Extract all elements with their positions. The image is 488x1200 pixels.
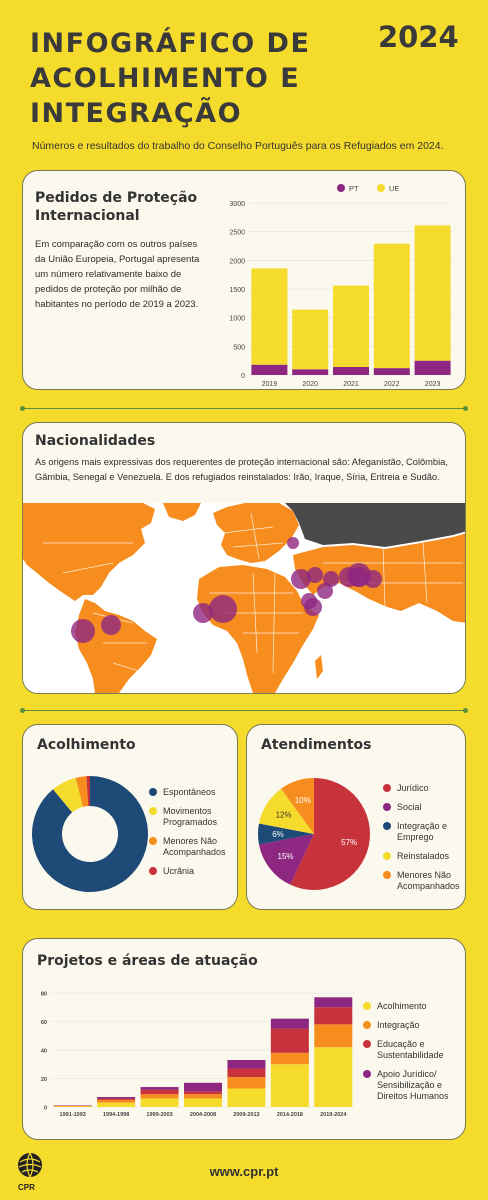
- x-tick-label: 2023: [424, 381, 441, 387]
- data-label: 6%: [272, 830, 284, 839]
- projetos-title: Projetos e áreas de atuação: [37, 953, 258, 969]
- projetos-card: [22, 938, 466, 1140]
- legend-swatch: [377, 184, 385, 192]
- x-tick-label: 2019-2024: [320, 1112, 347, 1118]
- divider-1: [22, 408, 466, 409]
- y-tick-label: 1500: [229, 287, 245, 294]
- legend-label: PT: [349, 184, 359, 193]
- legend-item: [149, 787, 239, 798]
- legend-label: Integração: [377, 1020, 420, 1030]
- y-tick-label: 60: [40, 1020, 47, 1026]
- x-tick-label: 1994-1998: [102, 1112, 130, 1118]
- bar-segment-1994-1998: [97, 1097, 135, 1098]
- nationality-marker: [323, 571, 339, 587]
- bar-pt-2023: [415, 361, 451, 375]
- y-tick-label: 1000: [229, 315, 245, 323]
- legend-label: Integração e Emprego: [397, 821, 448, 842]
- legend-item: [149, 866, 239, 877]
- atendimentos-title: Atendimentos: [261, 737, 372, 753]
- legend-swatch: [383, 784, 391, 792]
- y-tick-label: 3000: [229, 201, 245, 208]
- legend-label: Reinstalados: [397, 851, 450, 861]
- y-tick-label: 0: [43, 1105, 47, 1112]
- pedidos-title: Pedidos de Proteção Internacional: [35, 190, 198, 224]
- bar-segment-1999-2003: [141, 1090, 179, 1094]
- legend-label: Social: [397, 802, 422, 812]
- bar-pt-2019: [251, 365, 287, 375]
- legend-item: [383, 821, 467, 843]
- y-tick-label: 2500: [229, 229, 245, 237]
- legend-item: [383, 802, 467, 813]
- legend-item: [383, 870, 467, 892]
- nationality-marker: [287, 537, 299, 549]
- data-label: 10%: [294, 795, 311, 805]
- legend-item: [363, 1039, 459, 1061]
- legend-label: Menores Não Acompanhados: [397, 870, 460, 891]
- bar-segment-2019-2024: [314, 997, 352, 1007]
- legend-swatch: [149, 807, 157, 815]
- bar-segment-1994-1998: [97, 1103, 135, 1107]
- legend-label: Menores Não Acompanhados: [163, 836, 226, 857]
- cpr-logo-text: CPR: [18, 1183, 35, 1192]
- bar-segment-1994-1998: [97, 1098, 135, 1099]
- subtitle: Números e resultados do trabalho do Conselho Português para os Refugiados em 2024.: [32, 140, 444, 152]
- y-tick-label: 40: [40, 1048, 47, 1055]
- acolhimento-donut: [29, 773, 151, 895]
- bar-pt-2020: [292, 369, 328, 375]
- divider-2: [22, 710, 466, 711]
- bar-segment-2009-2013: [227, 1077, 265, 1088]
- x-tick-label: 1999-2003: [146, 1112, 173, 1118]
- legend-item: [363, 1020, 459, 1031]
- acolhimento-legend: [149, 787, 239, 885]
- legend-swatch: [363, 1040, 371, 1048]
- bar-ue-2022: [374, 244, 410, 368]
- x-tick-label: 1991-1993: [59, 1112, 86, 1118]
- x-tick-label: 2004-2008: [189, 1112, 217, 1118]
- year-label: 2024: [378, 20, 459, 54]
- x-tick-label: 2021: [343, 381, 359, 387]
- bar-pt-2022: [374, 368, 410, 375]
- legend-swatch: [383, 871, 391, 879]
- bar-segment-2019-2024: [314, 1024, 352, 1047]
- legend-item: [363, 1069, 459, 1102]
- legend-swatch: [363, 1070, 371, 1078]
- bar-segment-2014-2018: [271, 1019, 309, 1029]
- legend-label: Movimentos Programados: [163, 806, 218, 827]
- nationality-marker: [101, 615, 121, 635]
- nationality-marker: [307, 567, 323, 583]
- bar-segment-2004-2008: [184, 1091, 222, 1094]
- nacionalidades-text: As origens mais expressivas dos requerentes de proteção internacional são: Afeganistão, Colômbia, Gâmbia, Senegal e Venezuela. E dos refugiados reinstalados: Irão, Iraque, Síria, Eritreia e Sudão.: [35, 457, 448, 482]
- x-tick-label: 2019: [261, 381, 278, 387]
- x-tick-label: 2020: [302, 381, 318, 387]
- bar-ue-2023: [415, 225, 451, 360]
- bar-segment-1999-2003: [141, 1098, 179, 1107]
- data-label: 57%: [341, 837, 358, 847]
- bar-segment-2014-2018: [271, 1053, 309, 1064]
- bar-ue-2020: [292, 310, 328, 370]
- bar-ue-2019: [251, 268, 287, 364]
- nationality-marker: [304, 598, 322, 616]
- acolhimento-title: Acolhimento: [37, 737, 136, 753]
- bar-segment-2004-2008: [184, 1094, 222, 1098]
- atendimentos-pie: [253, 773, 375, 895]
- bar-segment-2004-2008: [184, 1083, 222, 1092]
- bar-segment-1991-1993: [54, 1106, 92, 1107]
- footer-url[interactable]: www.cpr.pt: [209, 1164, 279, 1179]
- y-tick-label: 20: [40, 1077, 47, 1083]
- bar-segment-2009-2013: [227, 1060, 265, 1069]
- world-map: [23, 503, 466, 693]
- legend-swatch: [149, 788, 157, 796]
- projetos-chart: [29, 983, 359, 1123]
- legend-swatch: [383, 803, 391, 811]
- bar-segment-2004-2008: [184, 1098, 222, 1107]
- pedidos-card: [22, 170, 466, 390]
- nationality-marker: [347, 563, 371, 587]
- legend-item: [363, 1001, 459, 1012]
- legend-swatch: [337, 184, 345, 192]
- legend-swatch: [363, 1021, 371, 1029]
- nationality-marker: [71, 619, 95, 643]
- legend-label: Espontâneos: [163, 787, 216, 797]
- bar-segment-1994-1998: [97, 1100, 135, 1103]
- data-label: 15%: [277, 852, 294, 862]
- atendimentos-legend: [383, 783, 467, 900]
- legend-item: [149, 806, 239, 828]
- nacionalidades-card: [22, 422, 466, 694]
- legend-label: Educação e Sustentabilidade: [377, 1039, 444, 1060]
- y-tick-label: 500: [233, 344, 245, 352]
- bar-segment-2019-2024: [314, 1007, 352, 1024]
- legend-label: UE: [389, 184, 400, 193]
- atendimentos-card: [246, 724, 466, 910]
- legend-item: [383, 851, 467, 862]
- x-tick-label: 2014-2018: [276, 1112, 304, 1118]
- bar-segment-1999-2003: [141, 1094, 179, 1098]
- infographic-title: INFOGRÁFICO DE ACOLHIMENTO E INTEGRAÇÃO: [30, 28, 311, 129]
- bar-segment-2009-2013: [227, 1069, 265, 1078]
- x-tick-label: 2022: [384, 381, 400, 387]
- nacionalidades-title: Nacionalidades: [35, 433, 156, 449]
- legend-label: Acolhimento: [377, 1001, 427, 1011]
- y-tick-label: 80: [40, 991, 47, 998]
- legend-label: Jurídico: [397, 783, 429, 793]
- pedidos-text: Em comparação com os outros países da União Europeia, Portugal apresenta um número relativamente baixo de pedidos de proteção por milhão de habitantes no período de 2019 a 2023.: [35, 239, 200, 310]
- bar-segment-2019-2024: [314, 1047, 352, 1107]
- legend-item: [383, 783, 467, 794]
- legend-label: Ucrânia: [163, 866, 195, 876]
- bar-segment-1999-2003: [141, 1087, 179, 1090]
- bar-segment-2014-2018: [271, 1064, 309, 1107]
- data-label: 12%: [275, 810, 292, 820]
- x-tick-label: 2009-2013: [233, 1112, 260, 1118]
- legend-label: Apoio Jurídico/ Sensibilização e Direitos Humanos: [377, 1069, 449, 1101]
- legend-swatch: [383, 822, 391, 830]
- pedidos-chart: [213, 179, 459, 387]
- y-tick-label: 2000: [229, 258, 245, 266]
- legend-item: [149, 836, 239, 858]
- bar-segment-2009-2013: [227, 1088, 265, 1107]
- projetos-legend: [363, 1001, 459, 1110]
- acolhimento-card: [22, 724, 238, 910]
- bar-segment-2014-2018: [271, 1029, 309, 1053]
- bar-ue-2021: [333, 286, 369, 367]
- bar-pt-2021: [333, 367, 369, 375]
- nationality-marker: [209, 595, 237, 623]
- legend-swatch: [363, 1002, 371, 1010]
- legend-swatch: [149, 837, 157, 845]
- legend-swatch: [383, 852, 391, 860]
- y-tick-label: 0: [241, 373, 245, 380]
- legend-swatch: [149, 867, 157, 875]
